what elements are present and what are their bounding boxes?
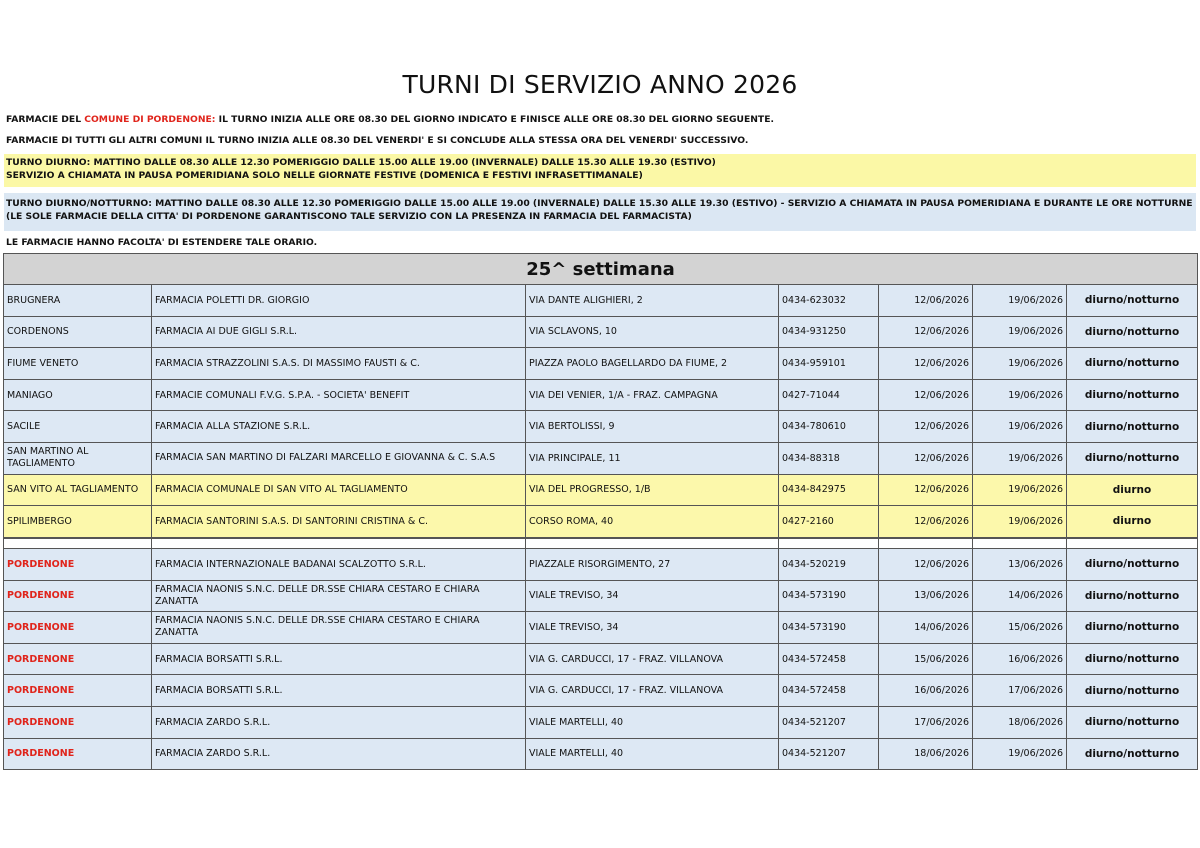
farmacia-cell: FARMACIA ZARDO S.R.L. — [152, 706, 526, 738]
farmacia-cell: FARMACIA COMUNALE DI SAN VITO AL TAGLIAMENTO — [152, 474, 526, 506]
spacer-cell — [526, 539, 779, 549]
farmacia-cell: FARMACIA ZARDO S.R.L. — [152, 738, 526, 770]
data-fine-cell: 19/06/2026 — [973, 738, 1067, 770]
comune-cell: CORDENONS — [4, 316, 152, 348]
tipo-turno-cell: diurno/notturno — [1067, 612, 1198, 644]
table-spacer-row — [4, 539, 1198, 549]
indirizzo-cell: VIA DEI VENIER, 1/A - FRAZ. CAMPAGNA — [526, 379, 779, 411]
farmacia-cell: FARMACIA ALLA STAZIONE S.R.L. — [152, 411, 526, 443]
telefono-cell: 0434-572458 — [779, 675, 879, 707]
tipo-turno-cell: diurno/notturno — [1067, 643, 1198, 675]
spacer-cell — [879, 539, 973, 549]
indirizzo-cell: VIA DANTE ALIGHIERI, 2 — [526, 285, 779, 317]
comune-cell: PORDENONE — [4, 675, 152, 707]
table-row — [4, 474, 1198, 506]
tipo-turno-cell: diurno/notturno — [1067, 706, 1198, 738]
table-row — [4, 738, 1198, 770]
spacer-cell — [4, 539, 152, 549]
indirizzo-cell: VIA PRINCIPALE, 11 — [526, 442, 779, 474]
data-inizio-cell: 12/06/2026 — [879, 285, 973, 317]
indirizzo-cell: VIA G. CARDUCCI, 17 - FRAZ. VILLANOVA — [526, 643, 779, 675]
telefono-cell: 0434-931250 — [779, 316, 879, 348]
indirizzo-cell: VIALE TREVISO, 34 — [526, 612, 779, 644]
indirizzo-cell: PIAZZALE RISORGIMENTO, 27 — [526, 549, 779, 581]
table-row — [4, 316, 1198, 348]
telefono-cell: 0434-573190 — [779, 580, 879, 612]
telefono-cell: 0434-573190 — [779, 612, 879, 644]
note-diurno-line-1: TURNO DIURNO: MATTINO DALLE 08.30 ALLE 12.30 POMERIGGIO DALLE 15.00 ALLE 19.00 (INVERNALE) DALLE 15.30 ALLE 19.30 (ESTIVO) — [6, 157, 716, 168]
indirizzo-cell: VIA BERTOLISSI, 9 — [526, 411, 779, 443]
indirizzo-cell: CORSO ROMA, 40 — [526, 506, 779, 538]
note-pordenone-red: COMUNE DI PORDENONE: — [84, 114, 216, 125]
data-inizio-cell: 15/06/2026 — [879, 643, 973, 675]
data-inizio-cell: 12/06/2026 — [879, 411, 973, 443]
comune-cell: PORDENONE — [4, 549, 152, 581]
note-turno-notturno — [4, 193, 1196, 231]
note-pordenone-suffix: IL TURNO INIZIA ALLE ORE 08.30 DEL GIORNO INDICATO E FINISCE ALLE ORE 08.30 DEL GIORNO SEGUENTE. — [215, 114, 774, 125]
data-inizio-cell: 12/06/2026 — [879, 442, 973, 474]
table-row — [4, 411, 1198, 443]
telefono-cell: 0434-521207 — [779, 738, 879, 770]
data-fine-cell: 19/06/2026 — [973, 506, 1067, 538]
indirizzo-cell: VIA G. CARDUCCI, 17 - FRAZ. VILLANOVA — [526, 675, 779, 707]
tipo-turno-cell: diurno/notturno — [1067, 316, 1198, 348]
farmacia-cell: FARMACIA NAONIS S.N.C. DELLE DR.SSE CHIARA CESTARO E CHIARA ZANATTA — [152, 612, 526, 644]
data-inizio-cell: 13/06/2026 — [879, 580, 973, 612]
note-facolta: LE FARMACIE HANNO FACOLTA' DI ESTENDERE TALE ORARIO. — [6, 237, 318, 248]
data-fine-cell: 19/06/2026 — [973, 411, 1067, 443]
tipo-turno-cell: diurno/notturno — [1067, 580, 1198, 612]
week-header-row — [4, 254, 1198, 285]
data-fine-cell: 19/06/2026 — [973, 474, 1067, 506]
tipo-turno-cell: diurno/notturno — [1067, 675, 1198, 707]
table-row — [4, 442, 1198, 474]
tipo-turno-cell: diurno/notturno — [1067, 738, 1198, 770]
data-inizio-cell: 16/06/2026 — [879, 675, 973, 707]
comune-cell: PORDENONE — [4, 706, 152, 738]
comune-cell: SAN MARTINO AL TAGLIAMENTO — [4, 442, 152, 474]
farmacia-cell: FARMACIE COMUNALI F.V.G. S.P.A. - SOCIETA' BENEFIT — [152, 379, 526, 411]
comune-cell: BRUGNERA — [4, 285, 152, 317]
note-diurno-line-2: SERVIZIO A CHIAMATA IN PAUSA POMERIDIANA SOLO NELLE GIORNATE FESTIVE (DOMENICA E FESTIVI INFRASETTIMANALE) — [6, 170, 643, 181]
table-row — [4, 549, 1198, 581]
data-fine-cell: 18/06/2026 — [973, 706, 1067, 738]
telefono-cell: 0434-520219 — [779, 549, 879, 581]
table-row — [4, 506, 1198, 538]
comune-cell: PORDENONE — [4, 643, 152, 675]
note-notturno-line-2: (LE SOLE FARMACIE DELLA CITTA' DI PORDENONE GARANTISCONO TALE SERVIZIO CON LA PRESENZA IN FARMACIA DEL FARMACISTA) — [6, 211, 692, 222]
note-pordenone — [6, 113, 774, 126]
indirizzo-cell: VIA SCLAVONS, 10 — [526, 316, 779, 348]
table-row — [4, 348, 1198, 380]
table-row — [4, 643, 1198, 675]
farmacia-cell: FARMACIA NAONIS S.N.C. DELLE DR.SSE CHIARA CESTARO E CHIARA ZANATTA — [152, 580, 526, 612]
table-row — [4, 675, 1198, 707]
tipo-turno-cell: diurno — [1067, 506, 1198, 538]
data-fine-cell: 13/06/2026 — [973, 549, 1067, 581]
data-inizio-cell: 18/06/2026 — [879, 738, 973, 770]
data-fine-cell: 14/06/2026 — [973, 580, 1067, 612]
turni-table-comuni — [3, 253, 1198, 538]
tipo-turno-cell: diurno/notturno — [1067, 379, 1198, 411]
telefono-cell: 0434-780610 — [779, 411, 879, 443]
comune-cell: SPILIMBERGO — [4, 506, 152, 538]
indirizzo-cell: VIALE MARTELLI, 40 — [526, 706, 779, 738]
telefono-cell: 0427-71044 — [779, 379, 879, 411]
indirizzo-cell: VIA DEL PROGRESSO, 1/B — [526, 474, 779, 506]
telefono-cell: 0427-2160 — [779, 506, 879, 538]
farmacia-cell: FARMACIA SAN MARTINO DI FALZARI MARCELLO E GIOVANNA & C. S.A.S — [152, 442, 526, 474]
comune-cell: PORDENONE — [4, 612, 152, 644]
page-title: TURNI DI SERVIZIO ANNO 2026 — [402, 70, 798, 99]
farmacia-cell: FARMACIA INTERNAZIONALE BADANAI SCALZOTTO S.R.L. — [152, 549, 526, 581]
telefono-cell: 0434-88318 — [779, 442, 879, 474]
comune-cell: PORDENONE — [4, 738, 152, 770]
data-fine-cell: 17/06/2026 — [973, 675, 1067, 707]
indirizzo-cell: VIALE MARTELLI, 40 — [526, 738, 779, 770]
farmacia-cell: FARMACIA BORSATTI S.R.L. — [152, 675, 526, 707]
data-inizio-cell: 14/06/2026 — [879, 612, 973, 644]
data-fine-cell: 16/06/2026 — [973, 643, 1067, 675]
comune-cell: MANIAGO — [4, 379, 152, 411]
farmacia-cell: FARMACIA POLETTI DR. GIORGIO — [152, 285, 526, 317]
telefono-cell: 0434-842975 — [779, 474, 879, 506]
note-turno-diurno — [4, 154, 1196, 187]
table-row — [4, 612, 1198, 644]
spacer-cell — [779, 539, 879, 549]
farmacia-cell: FARMACIA SANTORINI S.A.S. DI SANTORINI CRISTINA & C. — [152, 506, 526, 538]
spacer-cell — [973, 539, 1067, 549]
indirizzo-cell: PIAZZA PAOLO BAGELLARDO DA FIUME, 2 — [526, 348, 779, 380]
table-row — [4, 706, 1198, 738]
data-inizio-cell: 12/06/2026 — [879, 506, 973, 538]
table-row — [4, 379, 1198, 411]
data-inizio-cell: 12/06/2026 — [879, 474, 973, 506]
data-inizio-cell: 12/06/2026 — [879, 549, 973, 581]
data-inizio-cell: 12/06/2026 — [879, 379, 973, 411]
telefono-cell: 0434-572458 — [779, 643, 879, 675]
farmacia-cell: FARMACIA STRAZZOLINI S.A.S. DI MASSIMO FAUSTI & C. — [152, 348, 526, 380]
farmacia-cell: FARMACIA AI DUE GIGLI S.R.L. — [152, 316, 526, 348]
indirizzo-cell: VIALE TREVISO, 34 — [526, 580, 779, 612]
week-label: 25^ settimana — [4, 254, 1198, 285]
tipo-turno-cell: diurno/notturno — [1067, 348, 1198, 380]
tipo-turno-cell: diurno — [1067, 474, 1198, 506]
data-fine-cell: 19/06/2026 — [973, 379, 1067, 411]
data-fine-cell: 19/06/2026 — [973, 348, 1067, 380]
telefono-cell: 0434-959101 — [779, 348, 879, 380]
comune-cell: SACILE — [4, 411, 152, 443]
spacer-cell — [1067, 539, 1198, 549]
note-altri-comuni: FARMACIE DI TUTTI GLI ALTRI COMUNI IL TURNO INIZIA ALLE 08.30 DEL VENERDI' E SI CONCLUDE ALLA STESSA ORA DEL VENERDI' SUCCESSIVO. — [6, 135, 749, 146]
data-fine-cell: 19/06/2026 — [973, 285, 1067, 317]
spacer-cell — [152, 539, 526, 549]
turni-table-pordenone — [3, 538, 1198, 770]
data-inizio-cell: 17/06/2026 — [879, 706, 973, 738]
comune-cell: PORDENONE — [4, 580, 152, 612]
data-inizio-cell: 12/06/2026 — [879, 348, 973, 380]
data-inizio-cell: 12/06/2026 — [879, 316, 973, 348]
data-fine-cell: 19/06/2026 — [973, 316, 1067, 348]
tipo-turno-cell: diurno/notturno — [1067, 411, 1198, 443]
note-notturno-line-1: TURNO DIURNO/NOTTURNO: MATTINO DALLE 08.30 ALLE 12.30 POMERIGGIO DALLE 15.00 ALLE 19.00 (INVERNALE) DALLE 15.30 ALLE 19.30 (ESTIVO) - SERVIZIO A CHIAMATA IN PAUSA POMERIDIANA E DURANTE LE ORE NOTTURNE — [6, 198, 1193, 209]
table-row — [4, 285, 1198, 317]
tipo-turno-cell: diurno/notturno — [1067, 549, 1198, 581]
data-fine-cell: 19/06/2026 — [973, 442, 1067, 474]
telefono-cell: 0434-521207 — [779, 706, 879, 738]
farmacia-cell: FARMACIA BORSATTI S.R.L. — [152, 643, 526, 675]
tipo-turno-cell: diurno/notturno — [1067, 442, 1198, 474]
comune-cell: FIUME VENETO — [4, 348, 152, 380]
tipo-turno-cell: diurno/notturno — [1067, 285, 1198, 317]
table-row — [4, 580, 1198, 612]
note-pordenone-prefix: FARMACIE DEL — [6, 114, 85, 125]
comune-cell: SAN VITO AL TAGLIAMENTO — [4, 474, 152, 506]
telefono-cell: 0434-623032 — [779, 285, 879, 317]
data-fine-cell: 15/06/2026 — [973, 612, 1067, 644]
